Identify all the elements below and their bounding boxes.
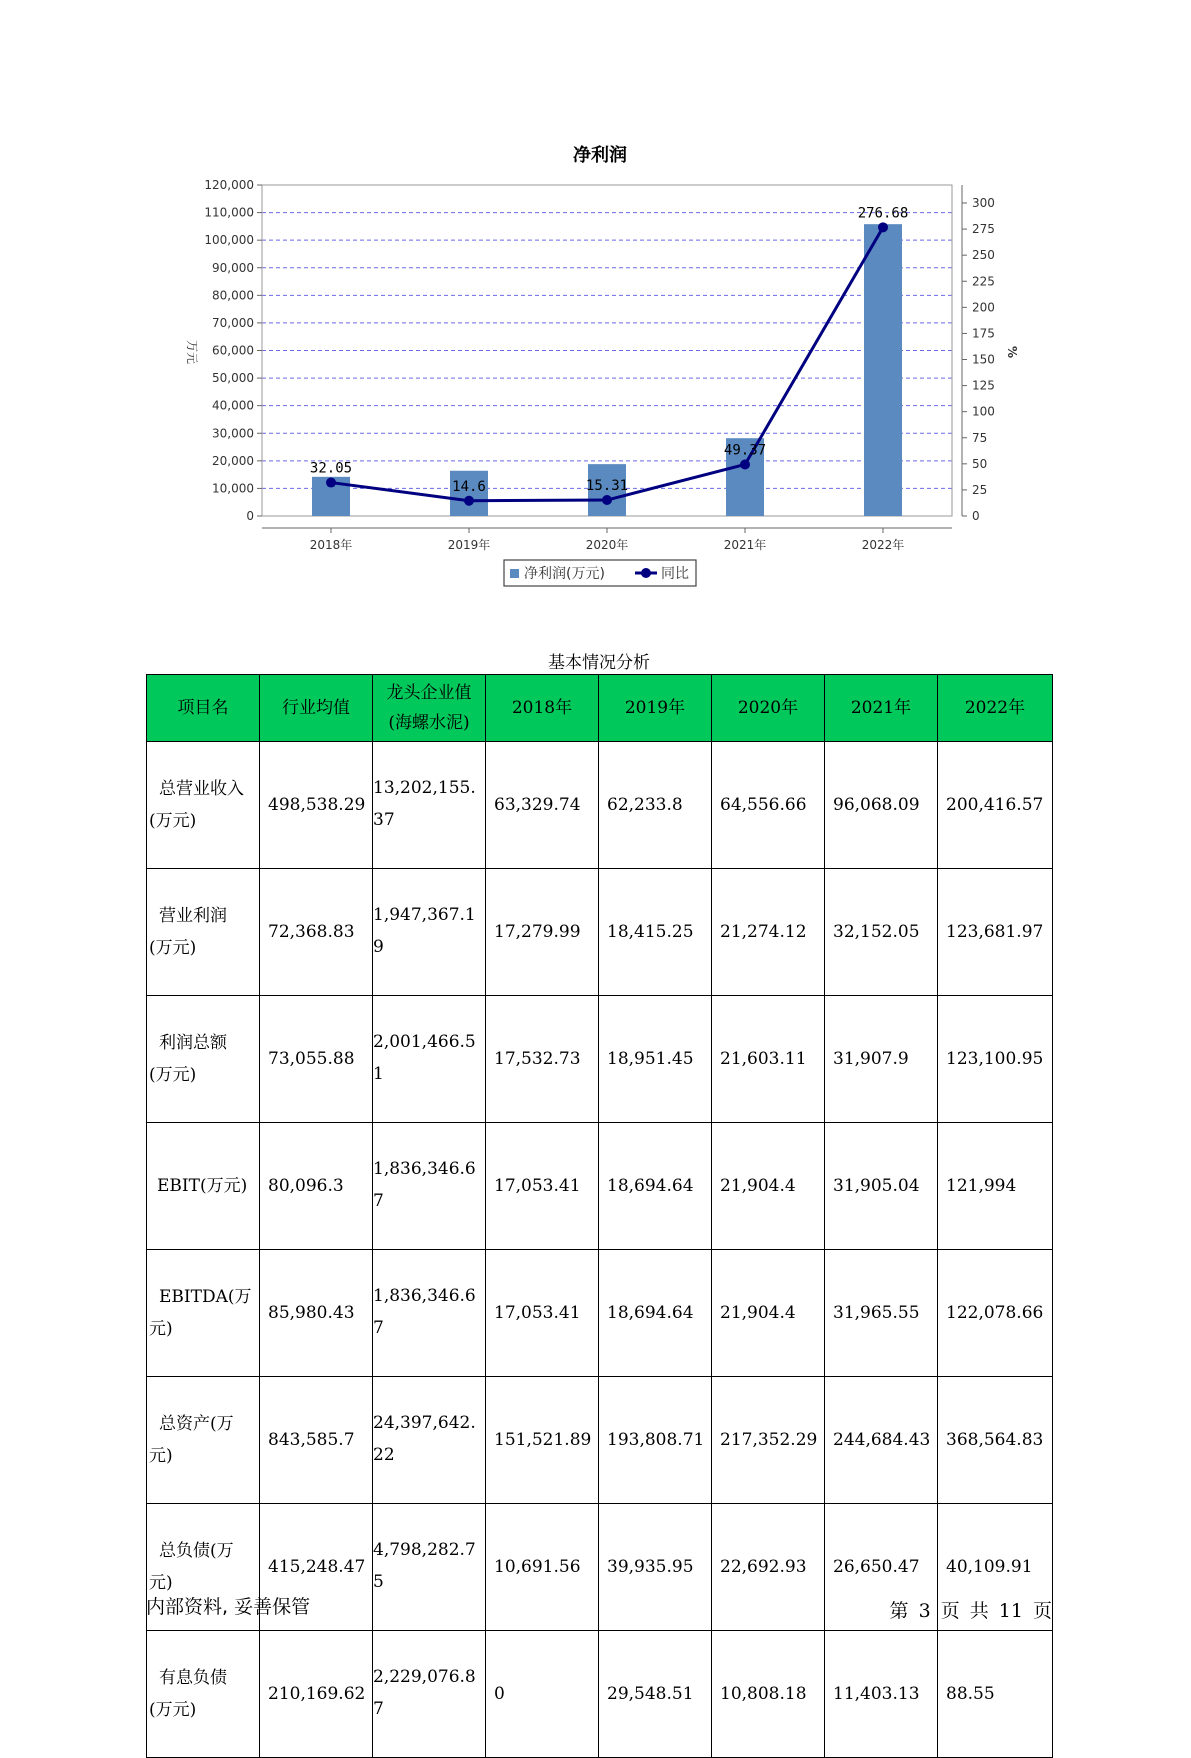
y-tick-label-right: 300 [972,196,995,210]
table-cell: 29,548.51 [599,1631,712,1758]
y-tick-label-left: 70,000 [212,315,254,330]
table-cell: 1,836,346.67 [373,1123,486,1250]
table-cell: 63,329.74 [486,742,599,869]
row-item-name-line: 元) [149,1573,173,1593]
legend-label-line: 同比 [661,566,689,582]
table-cell: 85,980.43 [260,1250,373,1377]
table-cell: 210,169.62 [260,1631,373,1758]
row-item-name-line: 元) [149,1319,173,1339]
table-row [147,1250,1053,1377]
x-tick-label: 2022年 [861,538,905,552]
y-tick-label-left: 60,000 [212,343,254,358]
y-tick-label-right: 75 [972,430,988,445]
table-cell: 244,684.43 [825,1377,938,1504]
table-cell: 17,279.99 [486,869,599,996]
table-header-cell: 行业均值 [260,675,373,742]
table-cell: 21,904.4 [712,1250,825,1377]
row-item-name [147,1377,260,1504]
legend-swatch-point [641,568,651,578]
y-tick-label-left: 0 [246,509,254,523]
yoy-data-label: 15.31 [585,478,629,495]
legend-swatch-bar [510,569,519,578]
y-tick-label-left: 20,000 [212,453,254,468]
table-cell: 21,603.11 [712,996,825,1123]
row-item-name [147,1123,260,1250]
table-row [147,869,1053,996]
table-cell: 88.55 [938,1631,1053,1758]
y-tick-label-left: 50,000 [212,371,254,386]
table-cell: 10,691.56 [486,1504,599,1631]
table-cell: 843,585.7 [260,1377,373,1504]
chart-title: 净利润 [573,145,627,166]
y-tick-label-left: 110,000 [204,205,254,220]
table-cell: 21,274.12 [712,869,825,996]
row-item-name-line: EBIT(万元) [157,1176,248,1196]
table-cell: 2,229,076.87 [373,1631,486,1758]
net-profit-chart [0,0,1191,600]
row-item-name-line: (万元) [149,811,197,831]
table-header-cell: 2019年 [599,675,712,742]
table-cell: 39,935.95 [599,1504,712,1631]
table-header-row [147,675,1053,742]
y-tick-label-right: 100 [972,404,995,419]
row-item-name-line: (万元) [149,938,197,958]
table-cell: 22,692.93 [712,1504,825,1631]
table-cell: 4,798,282.75 [373,1504,486,1631]
table-cell: 123,100.95 [938,996,1053,1123]
table-cell: 1,836,346.67 [373,1250,486,1377]
y-tick-label-left: 40,000 [212,398,254,413]
x-tick-label: 2020年 [585,538,629,552]
y-tick-label-left: 90,000 [212,260,254,275]
yoy-point [878,222,888,232]
table-row [147,996,1053,1123]
table-cell: 193,808.71 [599,1377,712,1504]
table-cell: 1,947,367.19 [373,869,486,996]
table-cell: 123,681.97 [938,869,1053,996]
legend-label-bar: 净利润(万元) [524,566,605,582]
table-title: 基本情况分析 [548,653,650,673]
y-tick-label-right: 25 [972,482,988,497]
table-cell: 498,538.29 [260,742,373,869]
yoy-line [331,227,883,500]
y-tick-label-left: 30,000 [212,426,254,441]
table-cell: 10,808.18 [712,1631,825,1758]
row-item-name [147,1250,260,1377]
table-cell: 40,109.91 [938,1504,1053,1631]
footer-page-number: 第 3 页 共 11 页 [889,1600,1052,1622]
table-cell: 31,907.9 [825,996,938,1123]
y-axis-label-right: % [1005,345,1019,359]
table-cell: 64,556.66 [712,742,825,869]
yoy-point [602,495,612,505]
table-cell: 26,650.47 [825,1504,938,1631]
table-header-cell: 2022年 [938,675,1053,742]
table-row [147,1377,1053,1504]
table-cell: 96,068.09 [825,742,938,869]
yoy-data-label: 14.6 [452,478,486,495]
y-tick-label-left: 10,000 [212,481,254,496]
table-cell: 151,521.89 [486,1377,599,1504]
table-cell: 18,694.64 [599,1250,712,1377]
row-item-name [147,1631,260,1758]
y-tick-label-right: 125 [972,378,995,393]
table-header-cell: 2021年 [825,675,938,742]
row-item-name-line: (万元) [149,1700,197,1720]
row-item-name [147,869,260,996]
y-tick-label-right: 250 [972,248,995,263]
yoy-data-label: 32.05 [309,460,353,477]
y-tick-label-right: 225 [972,274,995,289]
y-tick-label-left: 80,000 [212,288,254,303]
row-item-name-line: (万元) [149,1065,197,1085]
table-row [147,742,1053,869]
chart-grid [262,185,952,488]
table-cell: 17,053.41 [486,1123,599,1250]
x-tick-label: 2018年 [309,538,353,552]
table-cell: 31,905.04 [825,1123,938,1250]
table-header-cell: 2020年 [712,675,825,742]
yoy-point [326,478,336,488]
table-cell: 18,694.64 [599,1123,712,1250]
row-item-name-line: 元) [149,1446,173,1466]
table-cell: 73,055.88 [260,996,373,1123]
footer-confidential-note: 内部资料, 妥善保管 [146,1596,311,1618]
table-cell: 368,564.83 [938,1377,1053,1504]
row-item-name-line: EBITDA(万 [159,1287,252,1307]
table-cell: 17,532.73 [486,996,599,1123]
table-cell: 13,202,155.37 [373,742,486,869]
table-cell: 11,403.13 [825,1631,938,1758]
row-item-name-line: 总资产(万 [159,1414,234,1434]
yoy-data-label: 49.37 [723,442,767,459]
row-item-name-line: 有息负债 [159,1668,227,1688]
table-cell: 415,248.47 [260,1504,373,1631]
row-item-name [147,742,260,869]
y-tick-label-right: 175 [972,326,995,341]
table-cell: 32,152.05 [825,869,938,996]
y-tick-label-right: 150 [972,352,995,367]
row-item-name-line: 总负债(万 [159,1541,234,1561]
y-tick-label-right: 200 [972,300,995,315]
table-cell: 18,415.25 [599,869,712,996]
table-header-cell: 2018年 [486,675,599,742]
table-header-cell: 龙头企业值(海螺水泥) [373,675,486,742]
yoy-point [464,496,474,506]
x-tick-label: 2019年 [447,538,491,552]
row-item-name-line: 营业利润 [159,906,227,926]
table-header-cell: 项目名 [147,675,260,742]
x-tick-label: 2021年 [723,538,767,552]
table-cell: 80,096.3 [260,1123,373,1250]
row-item-name-line: 总营业收入 [159,779,244,799]
table-cell: 21,904.4 [712,1123,825,1250]
y-tick-label-right: 275 [972,222,995,237]
table-cell: 31,965.55 [825,1250,938,1377]
chart-legend [504,560,696,586]
y-tick-label-right: 50 [972,456,988,471]
table-cell: 62,233.8 [599,742,712,869]
y-tick-label-left: 100,000 [204,233,254,248]
table-row [147,1123,1053,1250]
y-tick-label-left: 120,000 [204,178,254,192]
bar [864,224,902,516]
row-item-name-line: 利润总额 [159,1033,227,1053]
table-cell: 17,053.41 [486,1250,599,1377]
row-item-name [147,996,260,1123]
yoy-point [740,459,750,469]
table-cell: 122,078.66 [938,1250,1053,1377]
table-cell: 200,416.57 [938,742,1053,869]
table-cell: 0 [486,1631,599,1758]
table-cell: 72,368.83 [260,869,373,996]
table-cell: 18,951.45 [599,996,712,1123]
y-axis-label-left: 万元 [185,339,199,365]
yoy-data-label: 276.68 [857,205,909,222]
table-cell: 121,994 [938,1123,1053,1250]
table-row [147,1631,1053,1758]
table-cell: 2,001,466.51 [373,996,486,1123]
table-cell: 217,352.29 [712,1377,825,1504]
table-cell: 24,397,642.22 [373,1377,486,1504]
y-tick-label-right: 0 [972,509,980,523]
